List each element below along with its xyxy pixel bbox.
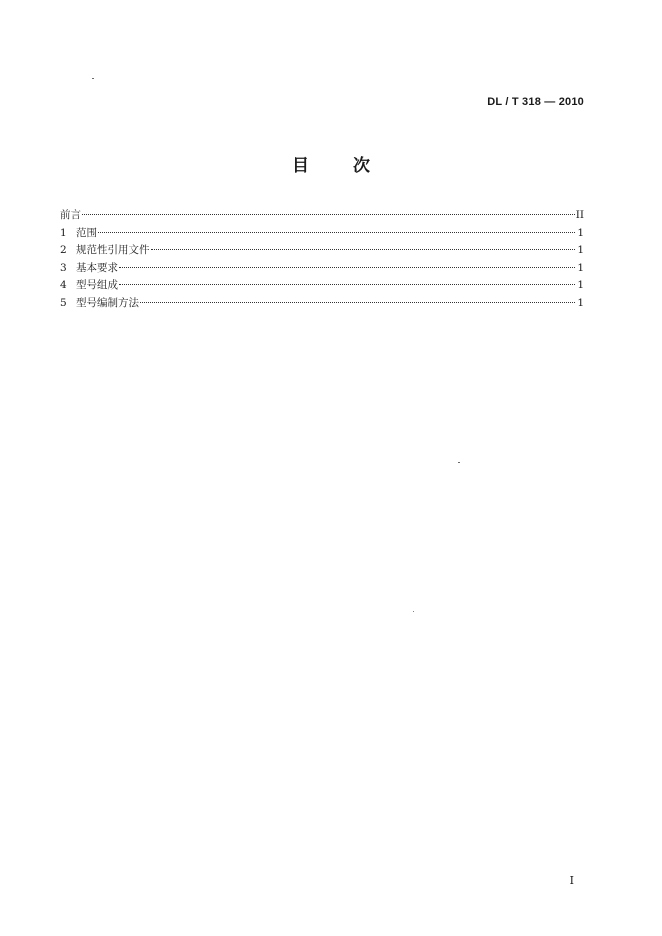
page-number: I (569, 874, 574, 887)
toc-entry-label: 基本要求 (76, 261, 118, 274)
toc-entry-number: 5 (60, 296, 67, 309)
toc-leader-dots (140, 301, 575, 303)
toc-leader-dots (151, 248, 576, 250)
toc-leader-dots (82, 213, 575, 215)
toc-entry-page: 1 (577, 244, 584, 256)
toc-entry-page: 1 (577, 279, 584, 291)
toc-entry-page: II (575, 209, 584, 221)
toc-entry-number: 4 (60, 279, 67, 291)
toc-leader-dots (119, 266, 575, 268)
toc-entry-page: 1 (577, 261, 584, 274)
title-char-1: 目 (292, 156, 309, 176)
toc-entry-number: 2 (60, 244, 67, 256)
toc-entry-number: 1 (60, 226, 67, 239)
toc-entry-model-composition[interactable] (60, 277, 584, 295)
toc-entry-page: 1 (577, 226, 584, 239)
toc-entry-scope[interactable] (60, 225, 584, 243)
toc-entry-model-compilation-method[interactable] (60, 295, 584, 313)
page-title (0, 151, 662, 176)
toc-entry-number: 3 (60, 261, 67, 274)
title-char-2: 次 (353, 156, 370, 176)
toc-entry-label: 型号编制方法 (76, 296, 139, 309)
scan-speck (92, 78, 94, 79)
table-of-contents (60, 207, 584, 312)
toc-leader-dots (119, 283, 575, 285)
scan-speck (413, 611, 414, 612)
toc-entry-label: 型号组成 (76, 279, 118, 291)
toc-entry-page: 1 (577, 296, 584, 309)
toc-entry-foreword[interactable] (60, 207, 584, 225)
toc-entry-normative-references[interactable] (60, 242, 584, 260)
toc-entry-basic-requirements[interactable] (60, 260, 584, 278)
scan-speck (458, 462, 460, 463)
toc-entry-label: 前言 (60, 209, 81, 221)
toc-entry-label: 规范性引用文件 (76, 244, 150, 256)
toc-entry-label: 范围 (76, 226, 97, 239)
toc-leader-dots (98, 231, 575, 233)
standard-code: DL / T 318 — 2010 (487, 96, 584, 108)
